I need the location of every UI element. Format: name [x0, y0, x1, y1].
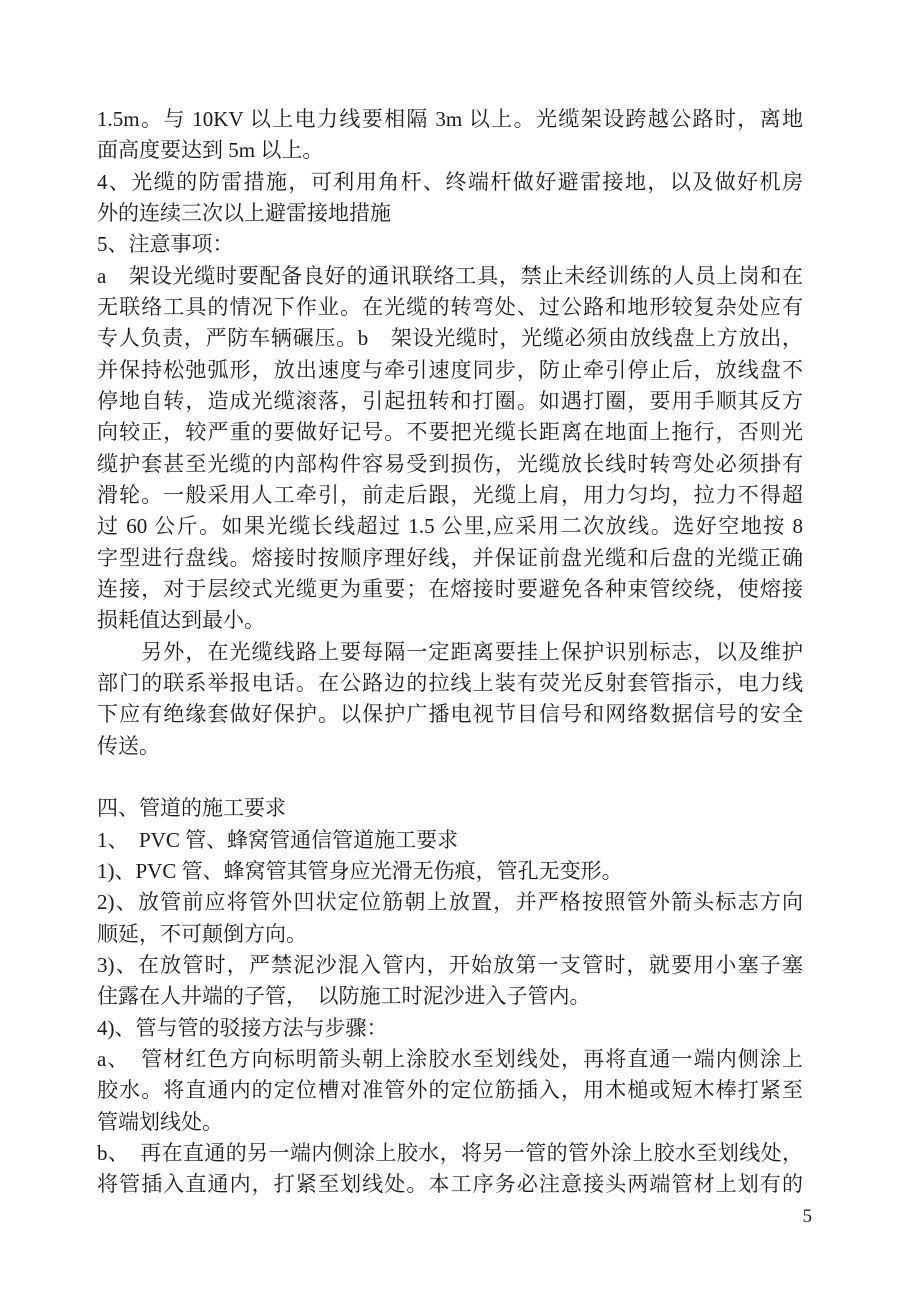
text-line: 部门的联系举报电话。在公路边的拉线上装有荧光反射套管指示，电力线 [97, 670, 803, 695]
text-line: 传送。 [97, 733, 160, 758]
blank-line [97, 762, 803, 793]
text-line: 四、管道的施工要求 [97, 796, 286, 821]
text-line: 5、注意事项： [97, 232, 234, 257]
text-line: b、 再在直通的另一端内侧涂上胶水，将另一管的管外涂上胶水至划线处， [97, 1140, 803, 1165]
text-line: 连接，对于层绞式光缆更为重要；在熔接时要避免各种束管绞绕，使熔接 [97, 576, 803, 601]
text-line: 顺延，不可颠倒方向。 [97, 921, 307, 946]
text-line: 2)、放管前应将管外凹状定位筋朝上放置，并严格按照管外箭头标志方向 [97, 890, 803, 915]
text-line: 管端划线处。 [97, 1109, 223, 1134]
text-line: 专人负责，严防车辆碾压。b 架设光缆时，光缆必须由放线盘上方放出， [97, 326, 803, 351]
text-line: 1.5m。与 10KV 以上电力线要相隔 3m 以上。光缆架设跨越公路时，离地 [97, 107, 803, 131]
text-line: 住露在人井端的子管， 以防施工时泥沙进入子管内。 [97, 984, 591, 1009]
text-line: a 架设光缆时要配备良好的通讯联络工具，禁止未经训练的人员上岗和在 [97, 263, 803, 288]
text-line: 下应有绝缘套做好保护。以保护广播电视节目信号和网络数据信号的安全 [97, 702, 803, 727]
text-line: 过 60 公斤。如果光缆长线超过 1.5 公里,应采用二次放线。选好空地按 8 [97, 514, 803, 539]
document-body [97, 104, 803, 1200]
text-line: 面高度要达到 5m 以上。 [97, 138, 324, 163]
text-line: 无联络工具的情况下作业。在光缆的转弯处、过公路和地形较复杂处应有 [97, 294, 803, 319]
text-line: 缆护套甚至光缆的内部构件容易受到损伤，光缆放长线时转弯处必须掛有 [97, 451, 803, 476]
text-line: 向较正，较严重的要做好记号。不要把光缆长距离在地面上拖行，否则光 [97, 420, 803, 445]
text-line: 字型进行盘线。熔接时按顺序理好线，并保证前盘光缆和后盘的光缆正确 [97, 545, 803, 570]
text-line: 滑轮。一般采用人工牵引，前走后跟，光缆上肩，用力匀均，拉力不得超 [97, 482, 803, 507]
text-line: 另外，在光缆线路上要每隔一定距离要挂上保护识别标志，以及维护 [97, 639, 803, 664]
text-line: 4、光缆的防雷措施，可利用角杆、终端杆做好避雷接地，以及做好机房 [97, 169, 803, 194]
text-line: 停地自转，造成光缆滚落，引起扭转和打圈。如遇打圈，要用手顺其反方 [97, 388, 803, 413]
text-line: 3)、在放管时，严禁泥沙混入管内，开始放第一支管时，就要用小塞子塞 [97, 952, 803, 977]
text-line: a、 管材红色方向标明箭头朝上涂胶水至划线处，再将直通一端内侧涂上 [97, 1046, 803, 1071]
text-line: 损耗值达到最小。 [97, 608, 265, 633]
page-number: 5 [802, 1206, 812, 1227]
page-footer [97, 1201, 812, 1232]
text-line: 胶水。将直通内的定位槽对准管外的定位筋插入，用木槌或短木棒打紧至 [97, 1078, 803, 1103]
text-line: 并保持松弛弧形，放出速度与牵引速度同步，防止牵引停止后，放线盘不 [97, 357, 803, 382]
text-line: 1、 PVC 管、蜂窝管通信管道施工要求 [97, 827, 459, 852]
text-line: 外的连续三次以上避雷接地措施 [97, 200, 391, 225]
text-line: 将管插入直通内，打紧至划线处。本工序务必注意接头两端管材上划有的 [97, 1172, 803, 1197]
text-line: 4)、管与管的驳接方法与步骤： [97, 1015, 388, 1040]
text-line: 1)、PVC 管、蜂窝管其管身应光滑无伤痕，管孔无变形。 [97, 858, 623, 883]
